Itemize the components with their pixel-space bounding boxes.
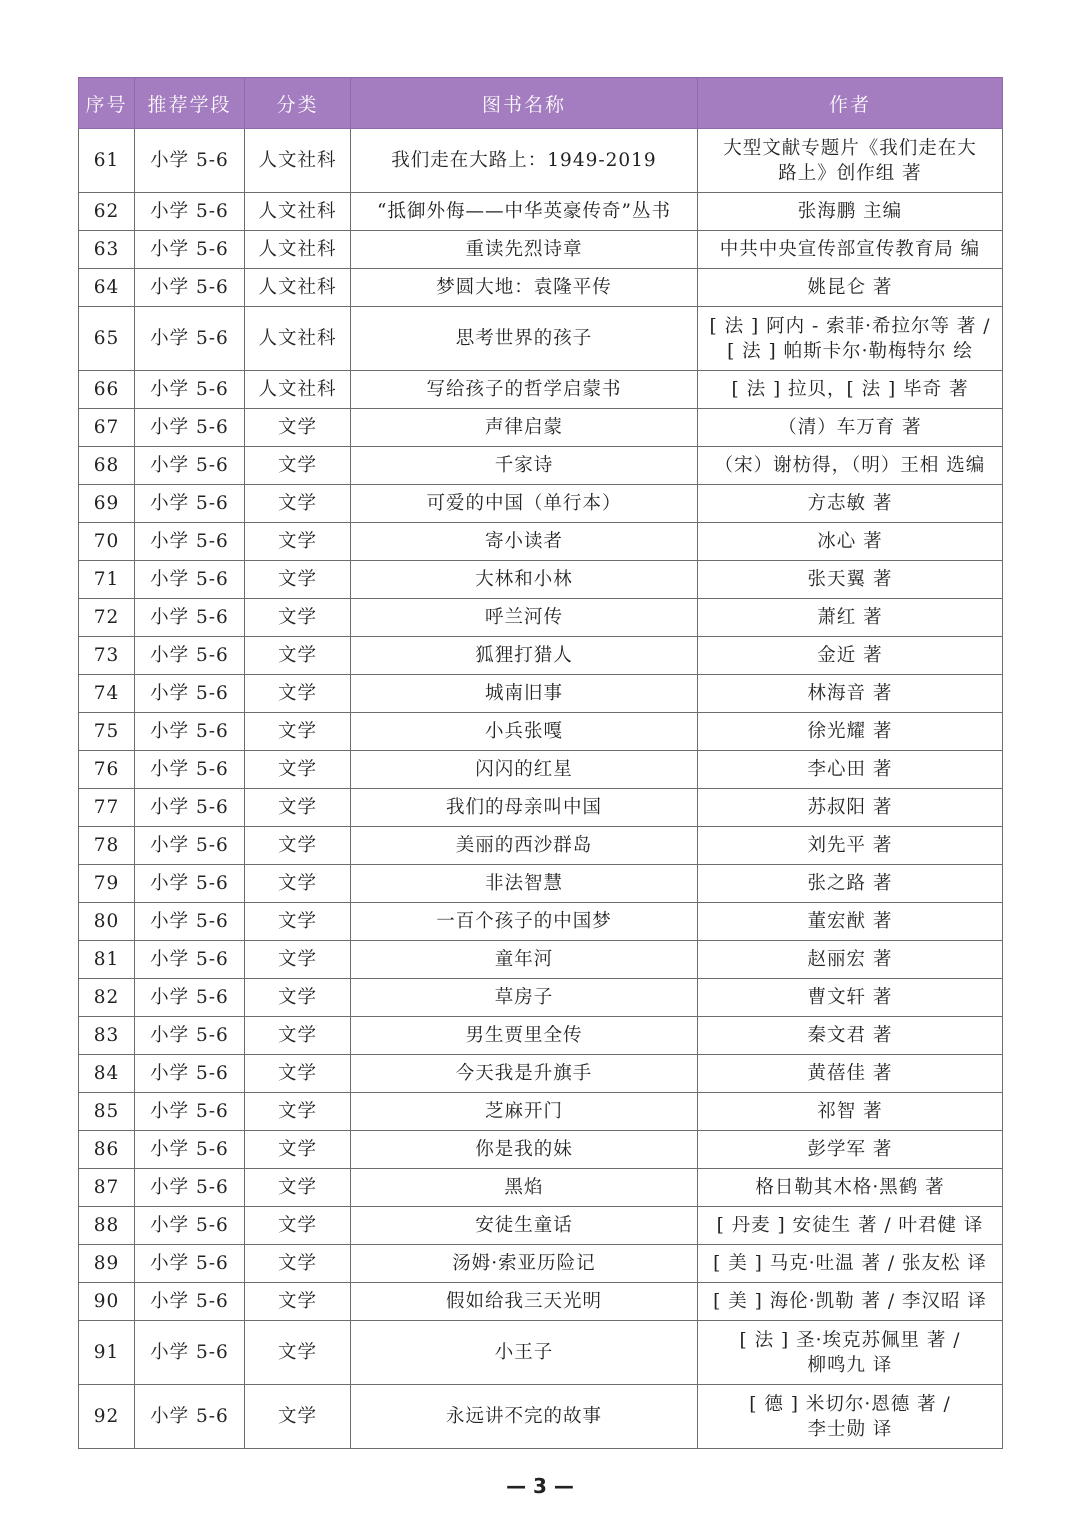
table-header-row xyxy=(79,78,1003,129)
table-row xyxy=(79,1131,1003,1169)
cell-title: 男生贾里全传 xyxy=(351,1017,698,1055)
table-row xyxy=(79,827,1003,865)
cell-number: 86 xyxy=(79,1131,135,1169)
cell-category: 文学 xyxy=(245,1055,351,1093)
cell-title: 写给孩子的哲学启蒙书 xyxy=(351,371,698,409)
cell-stage: 小学 5-6 xyxy=(135,1321,245,1385)
cell-number: 61 xyxy=(79,129,135,193)
cell-stage: 小学 5-6 xyxy=(135,675,245,713)
table-row xyxy=(79,865,1003,903)
cell-number: 92 xyxy=(79,1385,135,1449)
cell-number: 69 xyxy=(79,485,135,523)
cell-stage: 小学 5-6 xyxy=(135,827,245,865)
cell-category: 文学 xyxy=(245,1207,351,1245)
cell-title: 小兵张嘎 xyxy=(351,713,698,751)
cell-title: 闪闪的红星 xyxy=(351,751,698,789)
cell-stage: 小学 5-6 xyxy=(135,979,245,1017)
cell-stage: 小学 5-6 xyxy=(135,1169,245,1207)
cell-category: 文学 xyxy=(245,941,351,979)
cell-category: 文学 xyxy=(245,751,351,789)
table-row xyxy=(79,1017,1003,1055)
cell-number: 78 xyxy=(79,827,135,865)
cell-stage: 小学 5-6 xyxy=(135,447,245,485)
cell-stage: 小学 5-6 xyxy=(135,371,245,409)
cell-author: 赵丽宏 著 xyxy=(698,941,1003,979)
cell-stage: 小学 5-6 xyxy=(135,1385,245,1449)
table-row xyxy=(79,941,1003,979)
cell-author: 姚昆仑 著 xyxy=(698,269,1003,307)
cell-category: 文学 xyxy=(245,523,351,561)
table-row xyxy=(79,523,1003,561)
cell-category: 文学 xyxy=(245,1245,351,1283)
cell-title: 你是我的妹 xyxy=(351,1131,698,1169)
table-row xyxy=(79,485,1003,523)
cell-stage: 小学 5-6 xyxy=(135,751,245,789)
cell-title: 非法智慧 xyxy=(351,865,698,903)
cell-title: 城南旧事 xyxy=(351,675,698,713)
cell-title: 汤姆·索亚历险记 xyxy=(351,1245,698,1283)
cell-author: 张天翼 著 xyxy=(698,561,1003,599)
cell-number: 85 xyxy=(79,1093,135,1131)
cell-stage: 小学 5-6 xyxy=(135,1055,245,1093)
cell-title: 重读先烈诗章 xyxy=(351,231,698,269)
cell-category: 文学 xyxy=(245,865,351,903)
cell-number: 83 xyxy=(79,1017,135,1055)
cell-title: 大林和小林 xyxy=(351,561,698,599)
table-row xyxy=(79,307,1003,371)
table-row xyxy=(79,751,1003,789)
cell-number: 77 xyxy=(79,789,135,827)
cell-stage: 小学 5-6 xyxy=(135,865,245,903)
cell-number: 63 xyxy=(79,231,135,269)
cell-title: 童年河 xyxy=(351,941,698,979)
table-row xyxy=(79,1321,1003,1385)
cell-title: “抵御外侮——中华英豪传奇”丛书 xyxy=(351,193,698,231)
table-row xyxy=(79,1055,1003,1093)
cell-stage: 小学 5-6 xyxy=(135,485,245,523)
cell-number: 66 xyxy=(79,371,135,409)
table-row xyxy=(79,979,1003,1017)
cell-title: 假如给我三天光明 xyxy=(351,1283,698,1321)
cell-author: 张海鹏 主编 xyxy=(698,193,1003,231)
cell-number: 67 xyxy=(79,409,135,447)
cell-category: 人文社科 xyxy=(245,193,351,231)
cell-title: 呼兰河传 xyxy=(351,599,698,637)
cell-stage: 小学 5-6 xyxy=(135,599,245,637)
cell-number: 76 xyxy=(79,751,135,789)
cell-author: 彭学军 著 xyxy=(698,1131,1003,1169)
cell-number: 90 xyxy=(79,1283,135,1321)
cell-author: 董宏猷 著 xyxy=(698,903,1003,941)
cell-category: 文学 xyxy=(245,485,351,523)
cell-category: 文学 xyxy=(245,1283,351,1321)
header-author: 作者 xyxy=(698,78,1003,129)
cell-category: 文学 xyxy=(245,637,351,675)
cell-title: 声律启蒙 xyxy=(351,409,698,447)
cell-title: 安徒生童话 xyxy=(351,1207,698,1245)
table-row xyxy=(79,269,1003,307)
table-row xyxy=(79,599,1003,637)
cell-stage: 小学 5-6 xyxy=(135,713,245,751)
cell-category: 人文社科 xyxy=(245,269,351,307)
cell-category: 人文社科 xyxy=(245,371,351,409)
cell-category: 文学 xyxy=(245,675,351,713)
cell-title: 千家诗 xyxy=(351,447,698,485)
cell-category: 文学 xyxy=(245,827,351,865)
cell-author: 刘先平 著 xyxy=(698,827,1003,865)
cell-stage: 小学 5-6 xyxy=(135,1131,245,1169)
header-number: 序号 xyxy=(79,78,135,129)
cell-title: 可爱的中国（单行本） xyxy=(351,485,698,523)
cell-author: [ 德 ] 米切尔·恩德 著 / 李士勋 译 xyxy=(698,1385,1003,1449)
cell-title: 我们走在大路上：1949-2019 xyxy=(351,129,698,193)
cell-category: 文学 xyxy=(245,1093,351,1131)
cell-author: 徐光耀 著 xyxy=(698,713,1003,751)
cell-category: 文学 xyxy=(245,1321,351,1385)
cell-number: 87 xyxy=(79,1169,135,1207)
cell-title: 一百个孩子的中国梦 xyxy=(351,903,698,941)
cell-stage: 小学 5-6 xyxy=(135,193,245,231)
cell-category: 文学 xyxy=(245,599,351,637)
table-row xyxy=(79,713,1003,751)
table-row xyxy=(79,903,1003,941)
cell-title: 黑焰 xyxy=(351,1169,698,1207)
table-row xyxy=(79,447,1003,485)
cell-title: 永远讲不完的故事 xyxy=(351,1385,698,1449)
cell-author: 曹文轩 著 xyxy=(698,979,1003,1017)
cell-number: 62 xyxy=(79,193,135,231)
cell-number: 89 xyxy=(79,1245,135,1283)
cell-author: 格日勒其木格·黑鹤 著 xyxy=(698,1169,1003,1207)
cell-stage: 小学 5-6 xyxy=(135,129,245,193)
header-title: 图书名称 xyxy=(351,78,698,129)
cell-title: 狐狸打猎人 xyxy=(351,637,698,675)
cell-number: 82 xyxy=(79,979,135,1017)
cell-number: 74 xyxy=(79,675,135,713)
cell-number: 68 xyxy=(79,447,135,485)
table-row xyxy=(79,129,1003,193)
cell-category: 文学 xyxy=(245,1169,351,1207)
cell-stage: 小学 5-6 xyxy=(135,1283,245,1321)
cell-number: 81 xyxy=(79,941,135,979)
cell-author: [ 美 ] 马克·吐温 著 / 张友松 译 xyxy=(698,1245,1003,1283)
cell-stage: 小学 5-6 xyxy=(135,637,245,675)
cell-category: 文学 xyxy=(245,713,351,751)
cell-author: 苏叔阳 著 xyxy=(698,789,1003,827)
cell-author: （清）车万育 著 xyxy=(698,409,1003,447)
cell-author: 祁智 著 xyxy=(698,1093,1003,1131)
cell-title: 我们的母亲叫中国 xyxy=(351,789,698,827)
table-row xyxy=(79,1385,1003,1449)
cell-stage: 小学 5-6 xyxy=(135,789,245,827)
table-row xyxy=(79,1207,1003,1245)
cell-author: 中共中央宣传部宣传教育局 编 xyxy=(698,231,1003,269)
cell-category: 文学 xyxy=(245,409,351,447)
page-number: — 3 — xyxy=(506,1474,574,1498)
cell-category: 文学 xyxy=(245,447,351,485)
cell-author: 萧红 著 xyxy=(698,599,1003,637)
cell-author: 李心田 著 xyxy=(698,751,1003,789)
cell-number: 79 xyxy=(79,865,135,903)
cell-number: 84 xyxy=(79,1055,135,1093)
cell-title: 草房子 xyxy=(351,979,698,1017)
cell-category: 文学 xyxy=(245,789,351,827)
table-row xyxy=(79,561,1003,599)
cell-title: 今天我是升旗手 xyxy=(351,1055,698,1093)
cell-stage: 小学 5-6 xyxy=(135,409,245,447)
cell-number: 88 xyxy=(79,1207,135,1245)
cell-number: 64 xyxy=(79,269,135,307)
cell-number: 75 xyxy=(79,713,135,751)
cell-category: 文学 xyxy=(245,903,351,941)
table-row xyxy=(79,1093,1003,1131)
cell-category: 文学 xyxy=(245,979,351,1017)
cell-category: 人文社科 xyxy=(245,231,351,269)
cell-author: 冰心 著 xyxy=(698,523,1003,561)
cell-stage: 小学 5-6 xyxy=(135,561,245,599)
cell-title: 思考世界的孩子 xyxy=(351,307,698,371)
table-row xyxy=(79,231,1003,269)
cell-category: 文学 xyxy=(245,1131,351,1169)
cell-number: 72 xyxy=(79,599,135,637)
header-stage: 推荐学段 xyxy=(135,78,245,129)
cell-author: 方志敏 著 xyxy=(698,485,1003,523)
book-list-table xyxy=(78,77,1003,1449)
cell-category: 文学 xyxy=(245,561,351,599)
table-row xyxy=(79,371,1003,409)
cell-number: 73 xyxy=(79,637,135,675)
table-row xyxy=(79,193,1003,231)
cell-category: 文学 xyxy=(245,1385,351,1449)
cell-title: 寄小读者 xyxy=(351,523,698,561)
cell-title: 梦圆大地：袁隆平传 xyxy=(351,269,698,307)
cell-stage: 小学 5-6 xyxy=(135,1093,245,1131)
cell-author: （宋）谢枋得，（明）王相 选编 xyxy=(698,447,1003,485)
cell-stage: 小学 5-6 xyxy=(135,523,245,561)
cell-author: 林海音 著 xyxy=(698,675,1003,713)
table-row xyxy=(79,637,1003,675)
cell-title: 小王子 xyxy=(351,1321,698,1385)
cell-stage: 小学 5-6 xyxy=(135,1017,245,1055)
cell-stage: 小学 5-6 xyxy=(135,231,245,269)
cell-stage: 小学 5-6 xyxy=(135,307,245,371)
cell-stage: 小学 5-6 xyxy=(135,1207,245,1245)
cell-title: 芝麻开门 xyxy=(351,1093,698,1131)
cell-category: 文学 xyxy=(245,1017,351,1055)
table-row xyxy=(79,409,1003,447)
cell-author: [ 法 ] 阿内 - 索菲·希拉尔等 著 / [ 法 ] 帕斯卡尔·勒梅特尔 绘 xyxy=(698,307,1003,371)
cell-stage: 小学 5-6 xyxy=(135,1245,245,1283)
table-body xyxy=(79,129,1003,1449)
cell-author: [ 法 ] 圣·埃克苏佩里 著 / 柳鸣九 译 xyxy=(698,1321,1003,1385)
cell-stage: 小学 5-6 xyxy=(135,903,245,941)
cell-author: 秦文君 著 xyxy=(698,1017,1003,1055)
table-row xyxy=(79,675,1003,713)
cell-number: 70 xyxy=(79,523,135,561)
cell-category: 人文社科 xyxy=(245,307,351,371)
cell-author: [ 美 ] 海伦·凯勒 著 / 李汉昭 译 xyxy=(698,1283,1003,1321)
cell-stage: 小学 5-6 xyxy=(135,941,245,979)
cell-author: 黄蓓佳 著 xyxy=(698,1055,1003,1093)
table-row xyxy=(79,1283,1003,1321)
cell-author: [ 丹麦 ] 安徒生 著 / 叶君健 译 xyxy=(698,1207,1003,1245)
cell-author: [ 法 ] 拉贝，[ 法 ] 毕奇 著 xyxy=(698,371,1003,409)
cell-category: 人文社科 xyxy=(245,129,351,193)
cell-stage: 小学 5-6 xyxy=(135,269,245,307)
cell-number: 91 xyxy=(79,1321,135,1385)
header-category: 分类 xyxy=(245,78,351,129)
cell-number: 65 xyxy=(79,307,135,371)
cell-author: 张之路 著 xyxy=(698,865,1003,903)
table-row xyxy=(79,789,1003,827)
cell-number: 80 xyxy=(79,903,135,941)
cell-title: 美丽的西沙群岛 xyxy=(351,827,698,865)
table-row xyxy=(79,1245,1003,1283)
cell-author: 大型文献专题片《我们走在大 路上》创作组 著 xyxy=(698,129,1003,193)
table-row xyxy=(79,1169,1003,1207)
cell-number: 71 xyxy=(79,561,135,599)
cell-author: 金近 著 xyxy=(698,637,1003,675)
